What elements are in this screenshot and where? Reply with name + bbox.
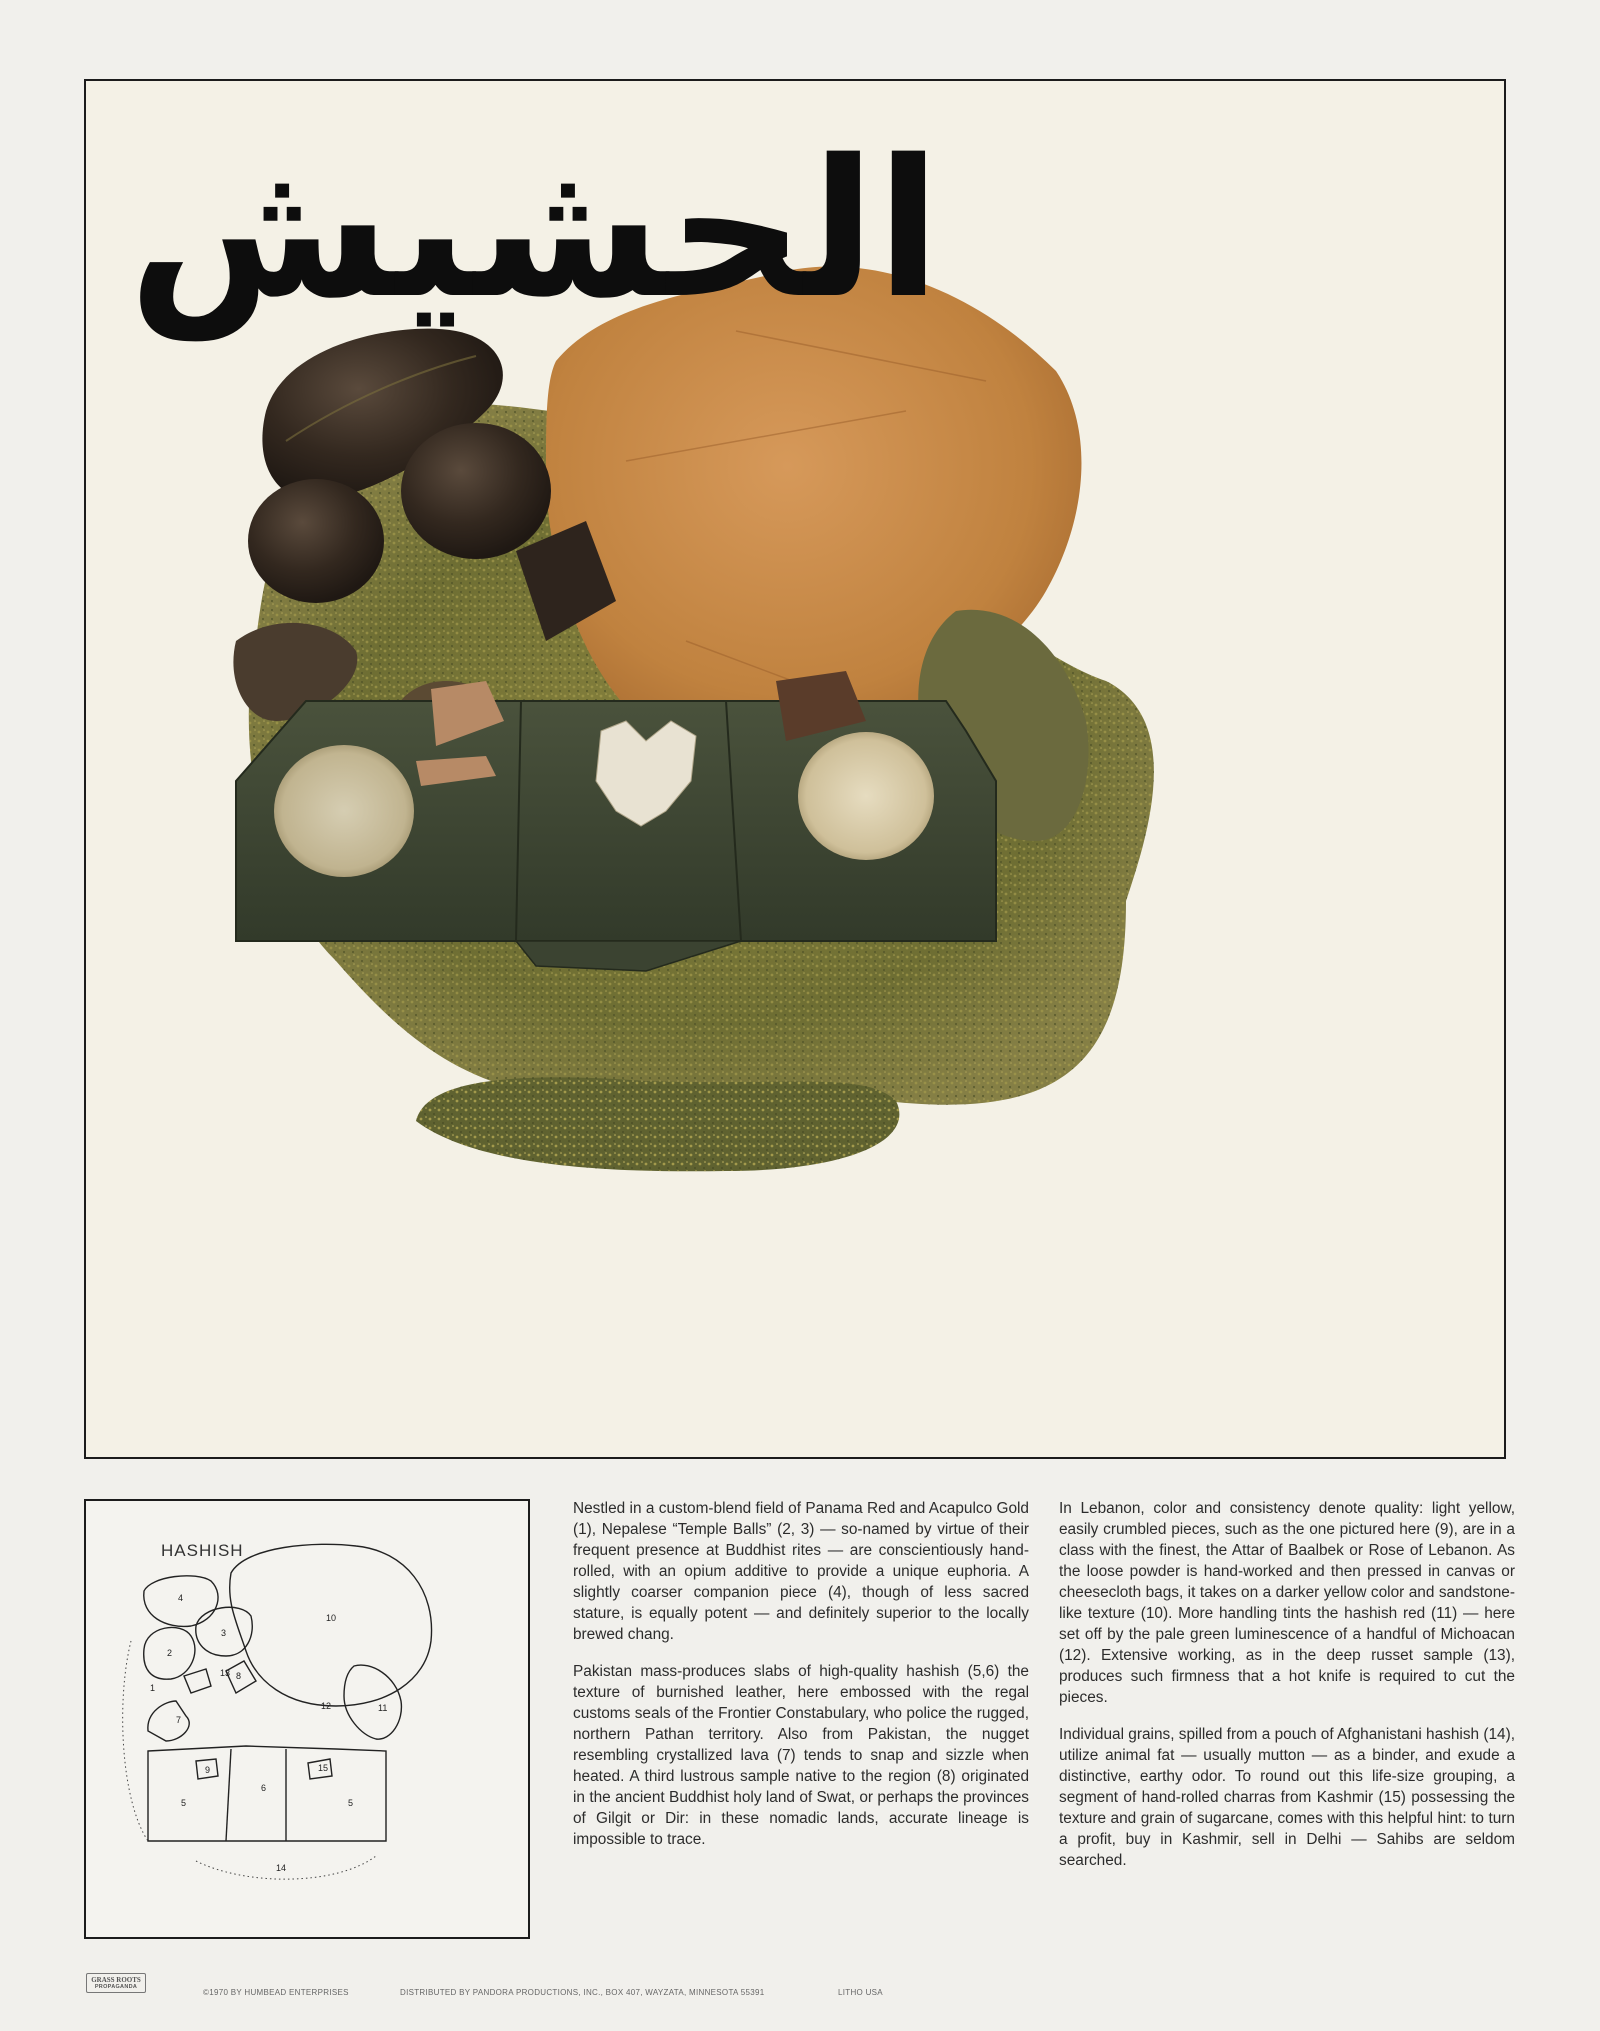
key-label-3: 3 [221, 1628, 227, 1638]
afghani-grains [416, 1077, 899, 1171]
distributor-notice: DISTRIBUTED BY PANDORA PRODUCTIONS, INC., BOX 407, WAYZATA, MINNESOTA 55391 [400, 1988, 765, 1997]
key-label-1: 1 [150, 1683, 156, 1693]
customs-seal-left [274, 745, 414, 877]
key-label-14: 14 [276, 1863, 287, 1873]
paragraph-temple-balls: Nestled in a custom-blend field of Panama Red and Acapulco Gold (1), Nepalese “Temple Balls” (2, 3) — so-named by virtue of their frequent presence at Buddhist rites — are conscientiously hand-rolled, with an opium additive to provide a unique euphoria. A slightly coarser companion piece (4), though of less sacred stature, is equally potent — and definitely superior to the locally brewed chang. [573, 1500, 1029, 1643]
text-column-left [573, 1498, 1029, 1866]
publisher-logo [86, 1973, 146, 1993]
paragraph-lebanon: In Lebanon, color and consistency denote quality: light yellow, easily crumbled pieces, such as the one pictured here (9), are in a class with the finest, the Attar of Baalbek or Rose of Lebanon. As the loose powder is hand-worked and then pressed in canvas or cheesecloth bags, it takes on a darker yellow color and sandstone-like texture (10). More handling tints the hashish red (11) — here set off by the pale green luminescence of a handful of Michoacan (12). Extensive working, as in the deep russet sample (13), produces such firmness that a hot knife is required to cut the pieces. [1059, 1500, 1515, 1706]
key-outline [86, 1501, 528, 1937]
key-label-8: 8 [236, 1671, 242, 1681]
text-column-right [1059, 1498, 1515, 1887]
key-label-2: 2 [167, 1648, 173, 1658]
temple-ball-2 [248, 479, 384, 603]
arabic-title: الحشيش [128, 119, 941, 340]
key-label-12: 12 [321, 1701, 332, 1711]
photo-panel [84, 79, 1506, 1459]
key-label-10: 10 [326, 1613, 337, 1623]
litho-notice: LITHO USA [838, 1988, 883, 1997]
pakistani-slabs [236, 701, 996, 971]
key-label-15: 15 [318, 1763, 329, 1773]
key-label-7: 7 [176, 1715, 182, 1725]
paragraph-pakistan: Pakistan mass-produces slabs of high-quality hashish (5,6) the texture of burnished leather, here embossed with the regal customs seals of the Frontier Constabulary, who police the rugged, northern Pathan territory. Also from Pakistan, the nugget resembling crystallized lava (7) tends to snap and sizzle when heated. A third lustrous sample native to the region (8) originated in the ancient Buddhist holy land of Swat, or perhaps the provinces of Gilgit or Dir: in these nomadic lands, accurate lineage is impossible to trace. [573, 1663, 1029, 1848]
key-label-13: 13 [220, 1668, 231, 1678]
key-label-5-right: 5 [348, 1798, 354, 1808]
customs-seal-right [798, 732, 934, 860]
key-label-11: 11 [378, 1703, 388, 1713]
paragraph-afghanistan: Individual grains, spilled from a pouch of Afghanistani hashish (14), utilize animal fat — usually mutton — as a binder, and exude a distinctive, earthy odor. To round out this life-size grouping, a segment of hand-rolled charras from Kashmir (15) possessing the texture and grain of sugarcane, comes with this helpful hint: to turn a profit, buy in Kashmir, sell in Delhi — Sahibs are seldom searched. [1059, 1726, 1515, 1869]
key-title: HASHISH [161, 1541, 244, 1560]
logo-bottom-text: PROPAGANDA [94, 1983, 138, 1990]
temple-ball-3 [401, 423, 551, 559]
key-label-9: 9 [205, 1765, 211, 1775]
copyright-notice: ©1970 BY HUMBEAD ENTERPRISES [203, 1988, 349, 1997]
logo-top-text: GRASS ROOTS [91, 1975, 141, 1984]
key-label-4: 4 [178, 1593, 184, 1603]
key-diagram [84, 1499, 530, 1939]
key-label-5-left: 5 [181, 1798, 187, 1808]
key-label-6: 6 [261, 1783, 267, 1793]
